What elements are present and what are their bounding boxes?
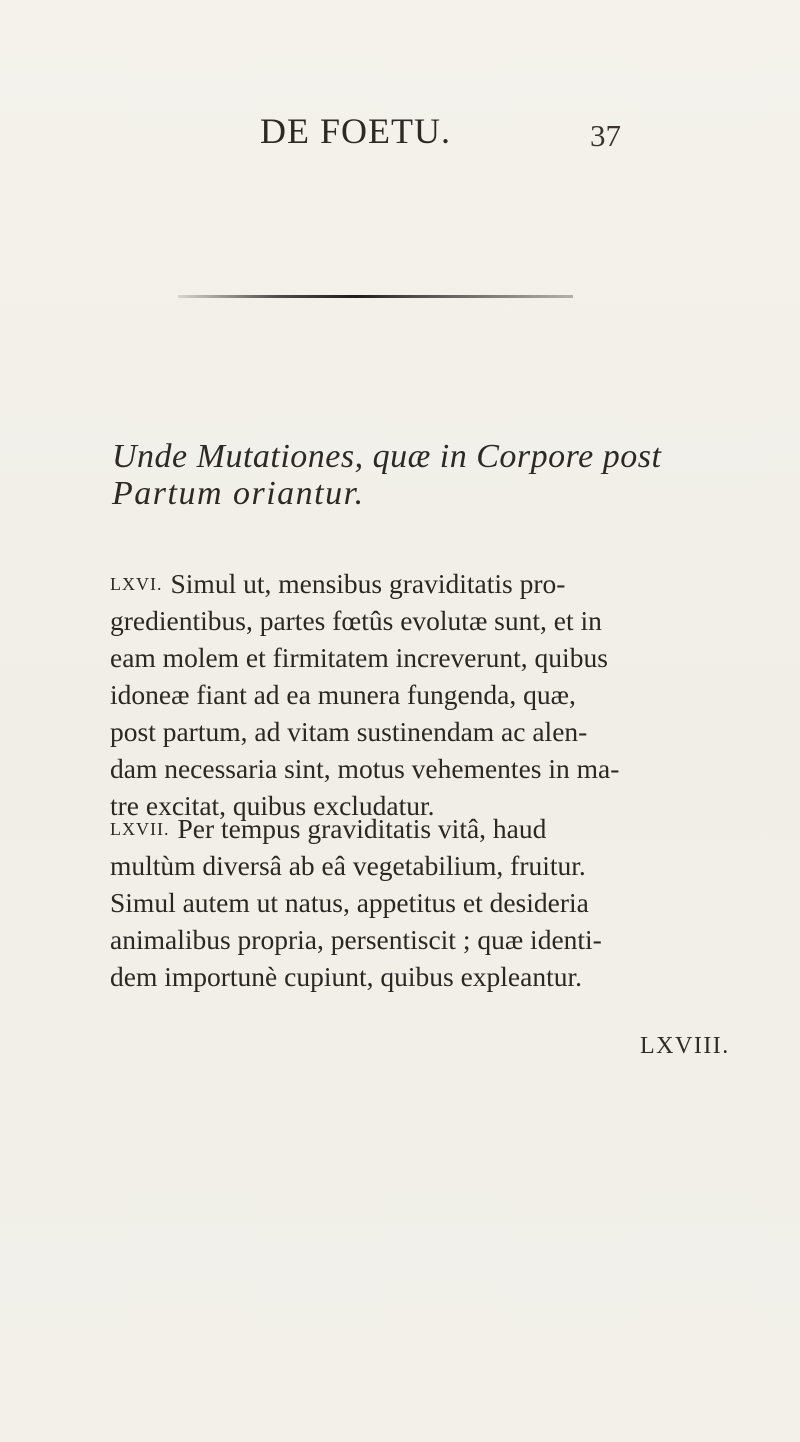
running-head: [0, 88, 800, 153]
paragraph-line: [110, 565, 770, 602]
paragraph-line: tre excitat, quibus excludatur.: [110, 790, 435, 821]
running-title: DE FOETU.: [260, 111, 451, 151]
line-text: Simul ut, mensibus graviditatis pro-: [170, 568, 566, 599]
paragraph-line: idoneæ fiant ad ea munera fungenda, quæ,: [110, 679, 576, 710]
paragraph-line: multùm diversâ ab eâ vegetabilium, fruitur.: [110, 850, 586, 881]
ornamental-rule: [178, 295, 573, 298]
section-number: LXVII.: [110, 819, 170, 839]
paragraph-line: animalibus propria, persentiscit ; quæ identi-: [110, 924, 602, 955]
section-lxvi: [110, 565, 770, 824]
paragraph-line: dem importunè cupiunt, quibus expleantur.: [110, 961, 582, 992]
chapter-heading-line-1: Unde Mutationes, quæ in Corpore post: [112, 438, 662, 475]
line-text: Per tempus graviditatis vitâ, haud: [177, 813, 547, 844]
paragraph-line: dam necessaria sint, motus vehementes in ma-: [110, 753, 620, 784]
paragraph-line: eam molem et firmitatem increverunt, quibus: [110, 642, 608, 673]
chapter-heading-line-2: Partum oriantur.: [112, 475, 365, 512]
paragraph-line: post partum, ad vitam sustinendam ac alen-: [110, 716, 588, 747]
section-lxvii: [110, 810, 770, 995]
catchword: LXVIII.: [640, 1033, 730, 1059]
paragraph-line: gredientibus, partes fœtûs evolutæ sunt, et in: [110, 605, 602, 636]
paragraph-line: [110, 810, 770, 847]
page-number: 37: [590, 118, 621, 153]
paragraph-line: Simul autem ut natus, appetitus et desideria: [110, 887, 589, 918]
section-number: LXVI.: [110, 574, 163, 594]
